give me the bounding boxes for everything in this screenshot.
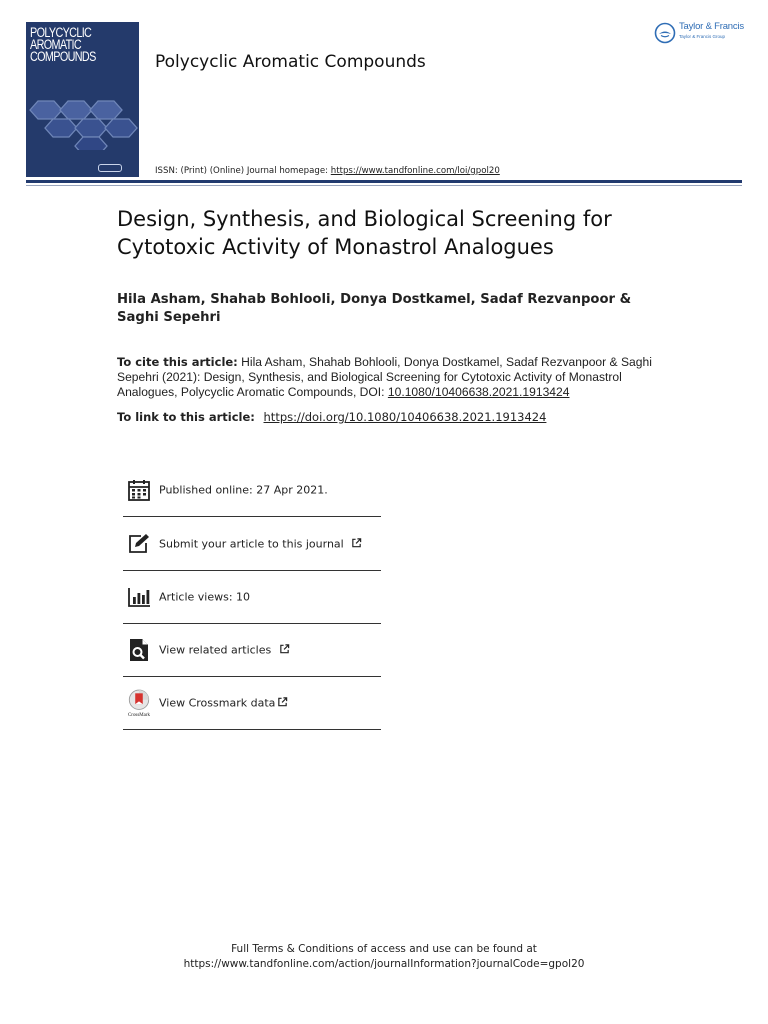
bar-chart-icon <box>127 585 151 609</box>
taylor-francis-icon <box>654 22 676 44</box>
crossmark-link[interactable]: View Crossmark data <box>159 696 276 709</box>
related-articles-link[interactable]: View related articles <box>159 643 272 656</box>
published-date: Published online: 27 Apr 2021. <box>159 483 328 496</box>
publisher-logo[interactable] <box>654 22 744 44</box>
external-link-icon <box>351 537 362 548</box>
submit-article-link[interactable]: Submit your article to this journal <box>159 537 344 550</box>
article-title: Design, Synthesis, and Biological Screening for Cytotoxic Activity of Monastrol Analogues <box>117 207 612 259</box>
views-row <box>123 570 381 624</box>
cite-label: To cite this article: <box>117 355 238 369</box>
external-link-icon <box>279 643 290 654</box>
footer-line-1: Full Terms & Conditions of access and use can be found at <box>231 943 537 955</box>
link-label: To link to this article: <box>117 410 255 424</box>
doi-link[interactable]: https://doi.org/10.1080/10406638.2021.1913424 <box>263 410 547 424</box>
related-row[interactable] <box>123 623 381 677</box>
submit-row[interactable] <box>123 517 381 571</box>
published-row <box>123 463 381 517</box>
journal-name: Polycyclic Aromatic Compounds <box>155 52 426 72</box>
article-views: Article views: 10 <box>159 590 251 603</box>
external-link-icon <box>277 696 288 707</box>
crossmark-logo-text: CrossMark <box>128 712 150 717</box>
journal-homepage-link[interactable]: https://www.tandfonline.com/loi/gpol20 <box>330 166 500 176</box>
edit-icon <box>127 532 151 556</box>
cite-doi-link[interactable]: 10.1080/10406638.2021.1913424 <box>387 385 570 399</box>
crossmark-icon <box>126 689 152 717</box>
crossmark-row[interactable] <box>123 676 381 730</box>
cite-text: Hila Asham, Shahab Bohlooli, Donya Dostkamel, Sadaf Rezvanpoor & Saghi Sepehri (2021): Design, Synthesis, and Biological Screening for Cytotoxic Activity of Monastrol Analogues, Polycyclic Aromatic Compounds, DOI: <box>117 355 652 399</box>
cover-hexagon-graphic <box>26 98 139 150</box>
article-link <box>117 410 677 424</box>
header-rule-thin <box>26 185 742 186</box>
citation <box>117 355 657 400</box>
article-authors: Hila Asham, Shahab Bohlooli, Donya Dostkamel, Sadaf Rezvanpoor & Saghi Sepehri <box>117 292 632 325</box>
cover-title: POLYCYCLIC AROMATIC COMPOUNDS <box>30 25 96 64</box>
publisher-group: Taylor & Francis Group <box>679 34 726 39</box>
journal-cover <box>26 22 139 177</box>
header-rule <box>26 180 742 183</box>
calendar-icon <box>127 478 151 502</box>
footer-terms-link[interactable]: https://www.tandfonline.com/action/journalInformation?journalCode=gpol20 <box>183 958 585 970</box>
publisher-name: Taylor & Francis <box>679 21 744 32</box>
issn-label: ISSN: (Print) (Online) Journal homepage: <box>155 166 331 176</box>
issn-line <box>155 166 500 176</box>
cover-publisher-logo <box>98 164 122 172</box>
document-search-icon <box>127 638 151 662</box>
footer-terms <box>0 942 768 972</box>
